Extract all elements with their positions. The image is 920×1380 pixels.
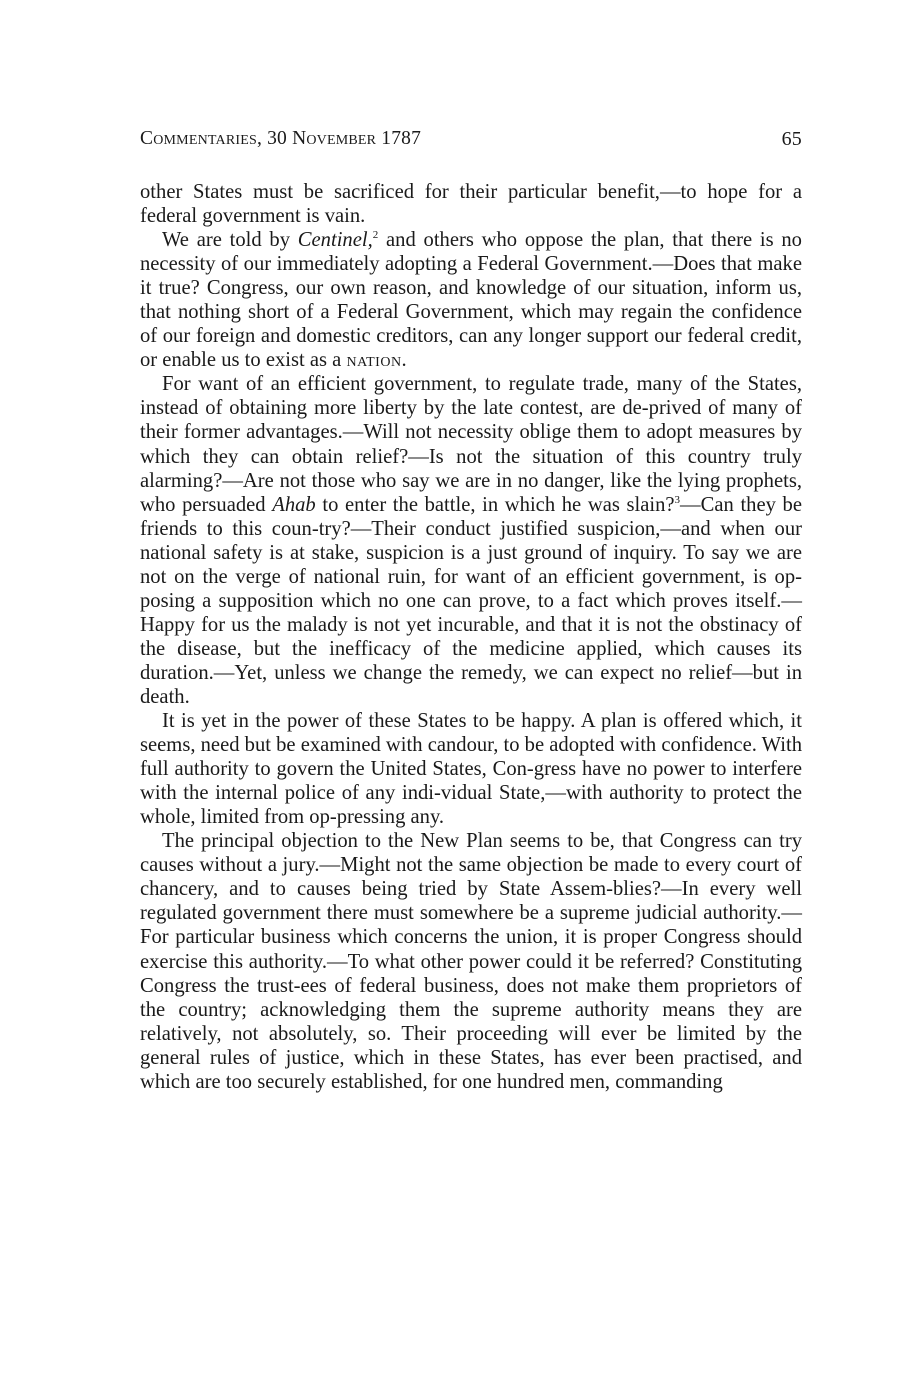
- paragraph-1: [140, 180, 802, 228]
- running-header: [140, 128, 802, 158]
- paragraph-3-text-c: —Can they be friends to this coun-try?—Their conduct justified suspicion,—and when our national safety is at stake, suspicion is a just ground of inquiry. To say we are not on the verge of national ruin, for want of an efficient government, is op-posing a supposition which no one can prove, to a fact which proves itself.—Happy for us the malady is not yet incurable, and that it is not the obstinacy of the disease, but the inefficacy of the medicine applied, which causes its duration.—Yet, unless we change the remedy, we can expect no relief—but in death.: [140, 493, 802, 708]
- paragraph-3-text-a: For want of an efficient government, to regulate trade, many of the States, instead of obtaining more liberty by the late contest, are de-prived of many of their former advantages.—Will not necessity oblige them to adopt measures by which they can obtain relief?—Is not the situation of this country truly alarming?—Are not those who say we are in no danger, like the lying prophets, who persuaded: [140, 373, 802, 516]
- ahab-name: Ahab: [272, 493, 316, 516]
- paragraph-4-text: It is yet in the power of these States to be happy. A plan is offered which, it seems, need but be examined with candour, to be adopted with confidence. With full authority to govern the United States, Con-gress have no power to interfere with the internal police of any indi-vidual State,—with authority to protect the whole, limited from op-pressing any.: [140, 710, 802, 829]
- paragraph-1-text: other States must be sacrificed for their particular benefit,—to hope for a federal government is vain.: [140, 181, 802, 228]
- paragraph-2: [140, 228, 802, 372]
- centinel-name: Centinel,: [297, 229, 373, 252]
- body-text: [140, 180, 802, 1094]
- running-title: Commentaries, 30 November 1787: [140, 128, 422, 149]
- paragraph-2-text-b: and others who oppose the plan, that there is no necessity of our immediately adopting a Federal Government.—Does that make it true? Congress, our own reason, and knowledge of our situation, inform us, that nothing short of a Federal Government, which may regain the confidence of our foreign and domestic creditors, can any longer support our federal credit, or enable us to exist as a: [140, 229, 802, 372]
- document-page: [140, 128, 802, 1094]
- footnote-ref-2: 2: [372, 229, 379, 242]
- paragraph-4: [140, 709, 802, 829]
- paragraph-3-text-b: to enter the battle, in which he was slain?: [315, 493, 675, 516]
- nation-word: nation.: [346, 349, 408, 372]
- paragraph-2-text-a: We are told by: [162, 229, 298, 252]
- page-number: 65: [781, 128, 802, 150]
- paragraph-5-text: The principal objection to the New Plan seems to be, that Congress can try causes without a jury.—Might not the same objection be made to every court of chancery, and to causes being tried by State Assem-blies?—In every well regulated government there must somewhere be a supreme judicial authority.—For particular business which concerns the union, it is proper Congress should exercise this authority.—To what other power could it be referred? Constituting Congress the trust-ees of federal business, does not make them proprietors of the country; acknowledging them the supreme authority means they are relatively, not absolutely, so. Their proceeding will ever be limited by the general rules of justice, which in these States, has ever been practised, and which are too securely established, for one hundred men, commanding: [140, 830, 802, 1093]
- footnote-ref-3: 3: [674, 493, 681, 506]
- paragraph-3: [140, 372, 802, 709]
- paragraph-5: [140, 829, 802, 1094]
